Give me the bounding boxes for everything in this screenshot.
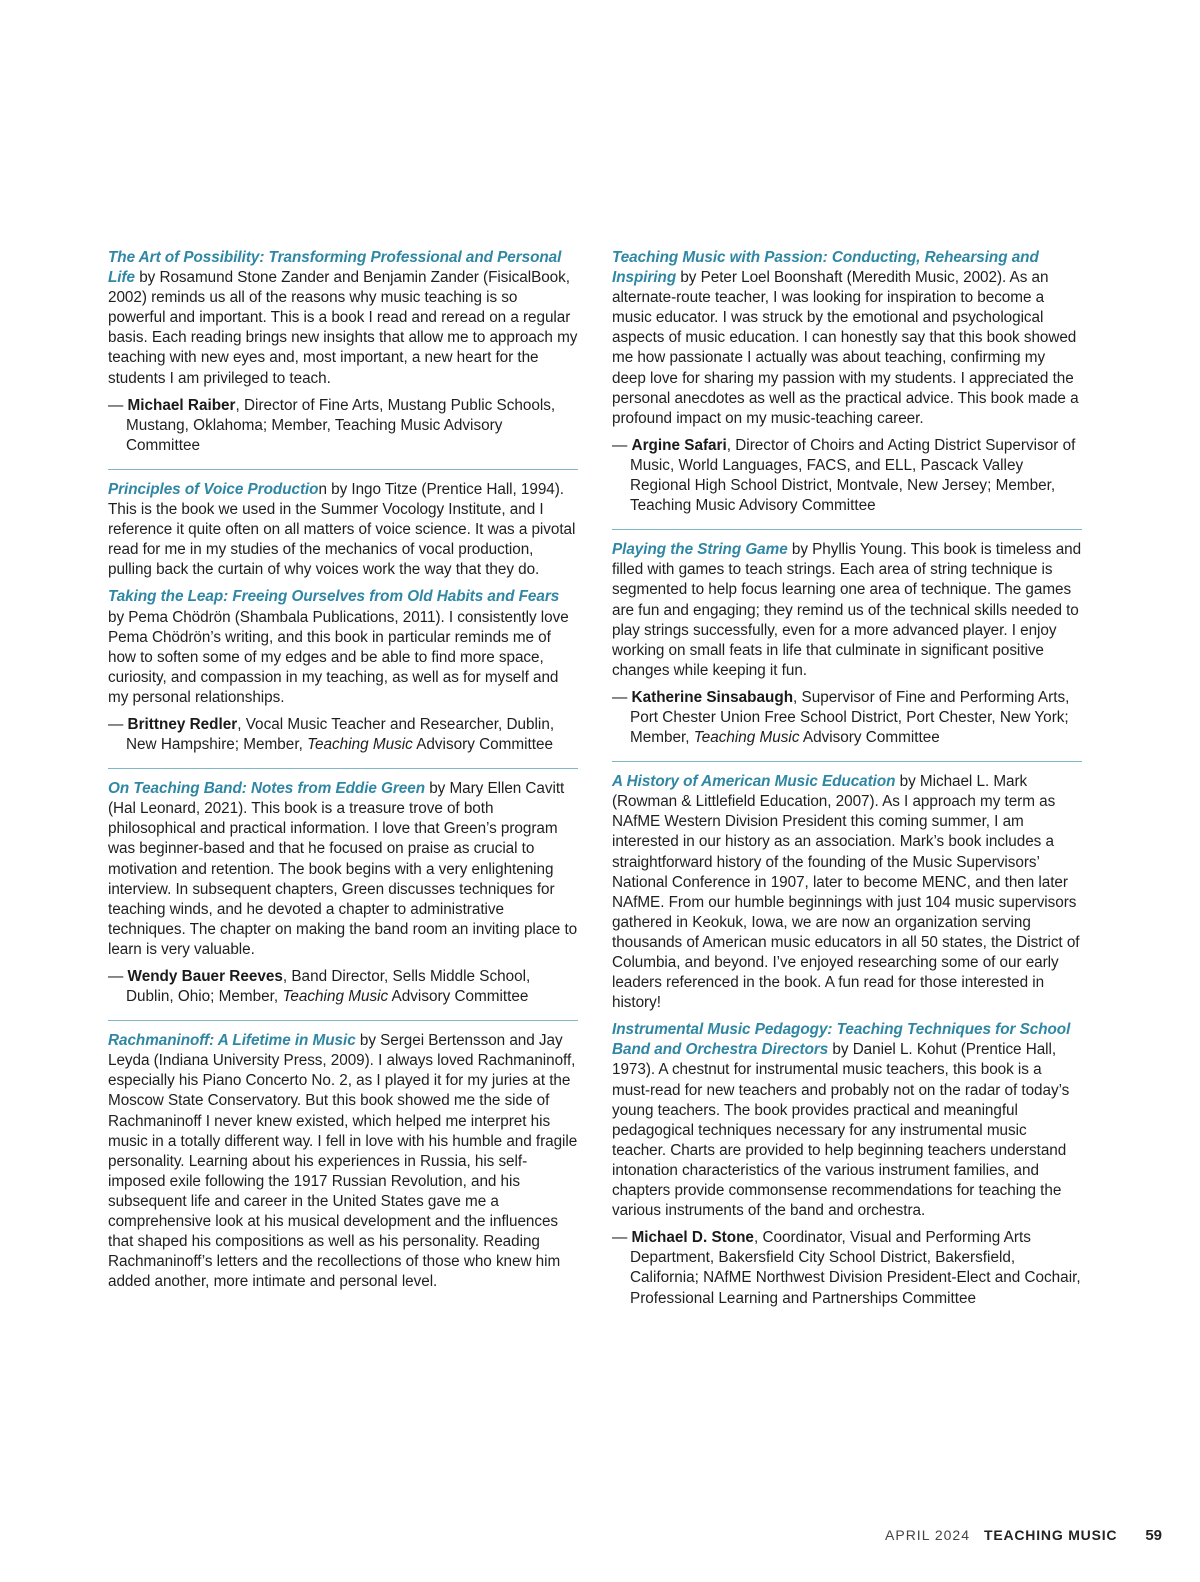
section-divider: [612, 529, 1082, 530]
attribution-michael-d-stone: — Michael D. Stone, Coordinator, Visual and Performing Arts Department, Bakersfield City School District, Bakersfield, California; NAfME Northwest Division President-Elect and Cochair, Professional Learning and Partnerships Committee: [612, 1229, 1081, 1307]
entry-body: n by Ingo Titze (Prentice Hall, 1994). This is the book we used in the Summer Vocology Institute, and I reference it quite often on all matters of voice science. It was a pivotal read for me in my studies of the mechanics of vocal production, pulling back the curtain of why voices work the way that they do.: [108, 480, 576, 579]
attribution-argine-safari: — Argine Safari, Director of Choirs and Acting District Supervisor of Music, World Languages, FACS, and ELL, Pascack Valley Regional High School District, Montvale, New Jersey; Member, Teaching Music Advisory Committee: [612, 436, 1076, 515]
entry-instrumental-music-pedagogy: [612, 1020, 1082, 1221]
attribution-wendy-bauer-reeves: — Wendy Bauer Reeves, Band Director, Sells Middle School, Dublin, Ohio; Member, Teaching Music Advisory Committee: [108, 968, 531, 1006]
book-title: Rachmaninoff: A Lifetime in Music: [108, 1032, 356, 1050]
book-title: Teaching Music with Passion: Conducting, Rehearsing and Inspiring: [612, 249, 1039, 287]
entry-body: by Peter Loel Boonshaft (Meredith Music, 2002). As an alternate-route teacher, I was looking for inspiration to become a music educator. I was struck by the emotional and psychological aspects of music education. I can honestly say that this book showed me how passionate I actually was about teaching, confirming my deep love for sharing my passion with my students. I appreciated the personal anecdotes as well as the practical advice. This book made a profound impact on my music-teaching career.: [612, 269, 1079, 427]
entry-body: by Mary Ellen Cavitt (Hal Leonard, 2021). This book is a treasure trove of both philosophical and practical information. I love that Green’s program was beginner-based and that he focused on praise as crucial to motivation and retention. The book begins with a very enlightening interview. In subsequent chapters, Green discusses techniques for teaching winds, and he devoted a chapter to administrative techniques. The chapter on making the band room an inviting place to learn is very valuable.: [108, 780, 578, 958]
contributor-name: Michael D. Stone: [631, 1229, 754, 1247]
contributor-name: Brittney Redler: [127, 715, 238, 733]
book-title: Taking the Leap: Freeing Ourselves from Old Habits and Fears: [108, 588, 560, 606]
contributor-name: Argine Safari: [631, 436, 727, 454]
section-divider: [612, 761, 1082, 762]
section-divider: [108, 1020, 578, 1021]
attribution-brittney-redler: — Brittney Redler, Vocal Music Teacher and Researcher, Dublin, New Hampshire; Member, Teaching Music Advisory Committee: [108, 715, 555, 754]
entry-body: by Rosamund Stone Zander and Benjamin Zander (FisicalBook, 2002) reminds us all of the reasons why music teaching is so powerful and important. This is a book I read and reread on a regular basis. Each reading brings new insights that allow me to approach my teaching with new eyes and, most important, a new heart for the students I am privileged to teach.: [108, 269, 578, 387]
entry-voice-production: [108, 480, 578, 580]
book-title: Instrumental Music Pedagogy: Teaching Techniques for School Band and Orchestra Directors: [612, 1021, 1071, 1059]
attribution-katherine-sinsabaugh: — Katherine Sinsabaugh, Supervisor of Fine and Performing Arts, Port Chester Union Free School District, Port Chester, New York; Member, Teaching Music Advisory Committee: [612, 688, 1070, 747]
left-column: [108, 248, 578, 1299]
section-divider: [108, 469, 578, 470]
magazine-name: TEACHING MUSIC: [984, 1527, 1118, 1543]
page-number: 59: [1145, 1527, 1162, 1544]
entry-body: by Daniel L. Kohut (Prentice Hall, 1973). A chestnut for instrumental music teachers, this book is a must-read for new teachers and probably not on the radar of today’s young teachers. The book provides practical and meaningful pedagogical techniques necessary for any instrumental music teacher. Charts are provided to help beginning teachers understand intonation characteristics of the various instrument families, and chapters provide commonsense recommendations for teaching the various instruments of the band and orchestra.: [612, 1041, 1070, 1220]
right-column: [612, 248, 1082, 1309]
page-footer: [885, 1527, 1162, 1544]
entry-rachmaninoff: [108, 1031, 578, 1292]
section-divider: [108, 768, 578, 769]
contributor-name: Katherine Sinsabaugh: [631, 688, 794, 706]
entry-history-american-music-education: [612, 772, 1082, 1013]
entry-on-teaching-band: [108, 779, 578, 960]
book-title: The Art of Possibility: Transforming Professional and Personal Life: [108, 249, 562, 287]
book-title: On Teaching Band: Notes from Eddie Green: [108, 780, 426, 798]
entry-body: by Phyllis Young. This book is timeless and filled with games to teach strings. Each area of string technique is segmented to help focus learning one area of technique. The games are fun and engaging; they remind us of the technical skills needed to play strings successfully, even for a more advanced player. I enjoy working on small feats in life that culminate in significant positive changes while keeping it fun.: [612, 541, 1082, 679]
book-title: Playing the String Game: [612, 541, 788, 559]
entry-body: by Pema Chödrön (Shambala Publications, 2011). I consistently love Pema Chödrön’s writing, and this book in particular reminds me of how to soften some of my edges and be able to find more space, curiosity, and compassion in my teaching, as well as for myself and my personal relationships.: [108, 608, 569, 706]
book-title: Principles of Voice Productio: [108, 480, 319, 498]
book-title: A History of American Music Education: [612, 773, 896, 791]
entry-body: by Sergei Bertensson and Jay Leyda (Indiana University Press, 2009). I always loved Rachmaninoff, especially his Piano Concerto No. 2, as I played it for my juries at the Moscow State Conservatory. But this book showed me the side of Rachmaninoff I never knew existed, which helped me interpret his music in a totally different way. I fell in love with his humble and fragile personality. Learning about his experiences in Russia, his self-imposed exile following the 1917 Russian Revolution, and his subsequent life and career in the United States gave me a comprehensive look at his musical development and the influences that shaped his compositions as well as his personality. Reading Rachmaninoff’s letters and the recollections of those who knew him added another, more intimate and personal level.: [108, 1032, 578, 1291]
entry-body: by Michael L. Mark (Rowman & Littlefield Education, 2007). As I approach my term as NAfME Western Division President this coming summer, I am interested in our history as an association. Mark’s book includes a straightforward history of the founding of the Music Supervisors’ National Conference in 1907, later to become MENC, and then later NAfME. From our humble beginnings with just 104 music supervisors gathered in Keokuk, Iowa, we are now an organization serving thousands of American music educators in all 50 states, the District of Columbia, and beyond. I’ve enjoyed researching some of our early leaders referenced in the book. A fun read for those interested in history!: [612, 773, 1080, 1012]
issue-date: APRIL 2024: [885, 1527, 970, 1543]
entry-teaching-music-with-passion: [612, 248, 1082, 429]
entry-playing-the-string-game: [612, 540, 1082, 681]
contributor-name: Michael Raiber: [127, 396, 236, 414]
contributor-name: Wendy Bauer Reeves: [127, 968, 283, 985]
attribution-michael-raiber: — Michael Raiber, Director of Fine Arts, Mustang Public Schools, Mustang, Oklahoma; Member, Teaching Music Advisory Committee: [108, 396, 556, 454]
entry-taking-the-leap: [108, 587, 578, 708]
entry-art-of-possibility: [108, 248, 578, 389]
